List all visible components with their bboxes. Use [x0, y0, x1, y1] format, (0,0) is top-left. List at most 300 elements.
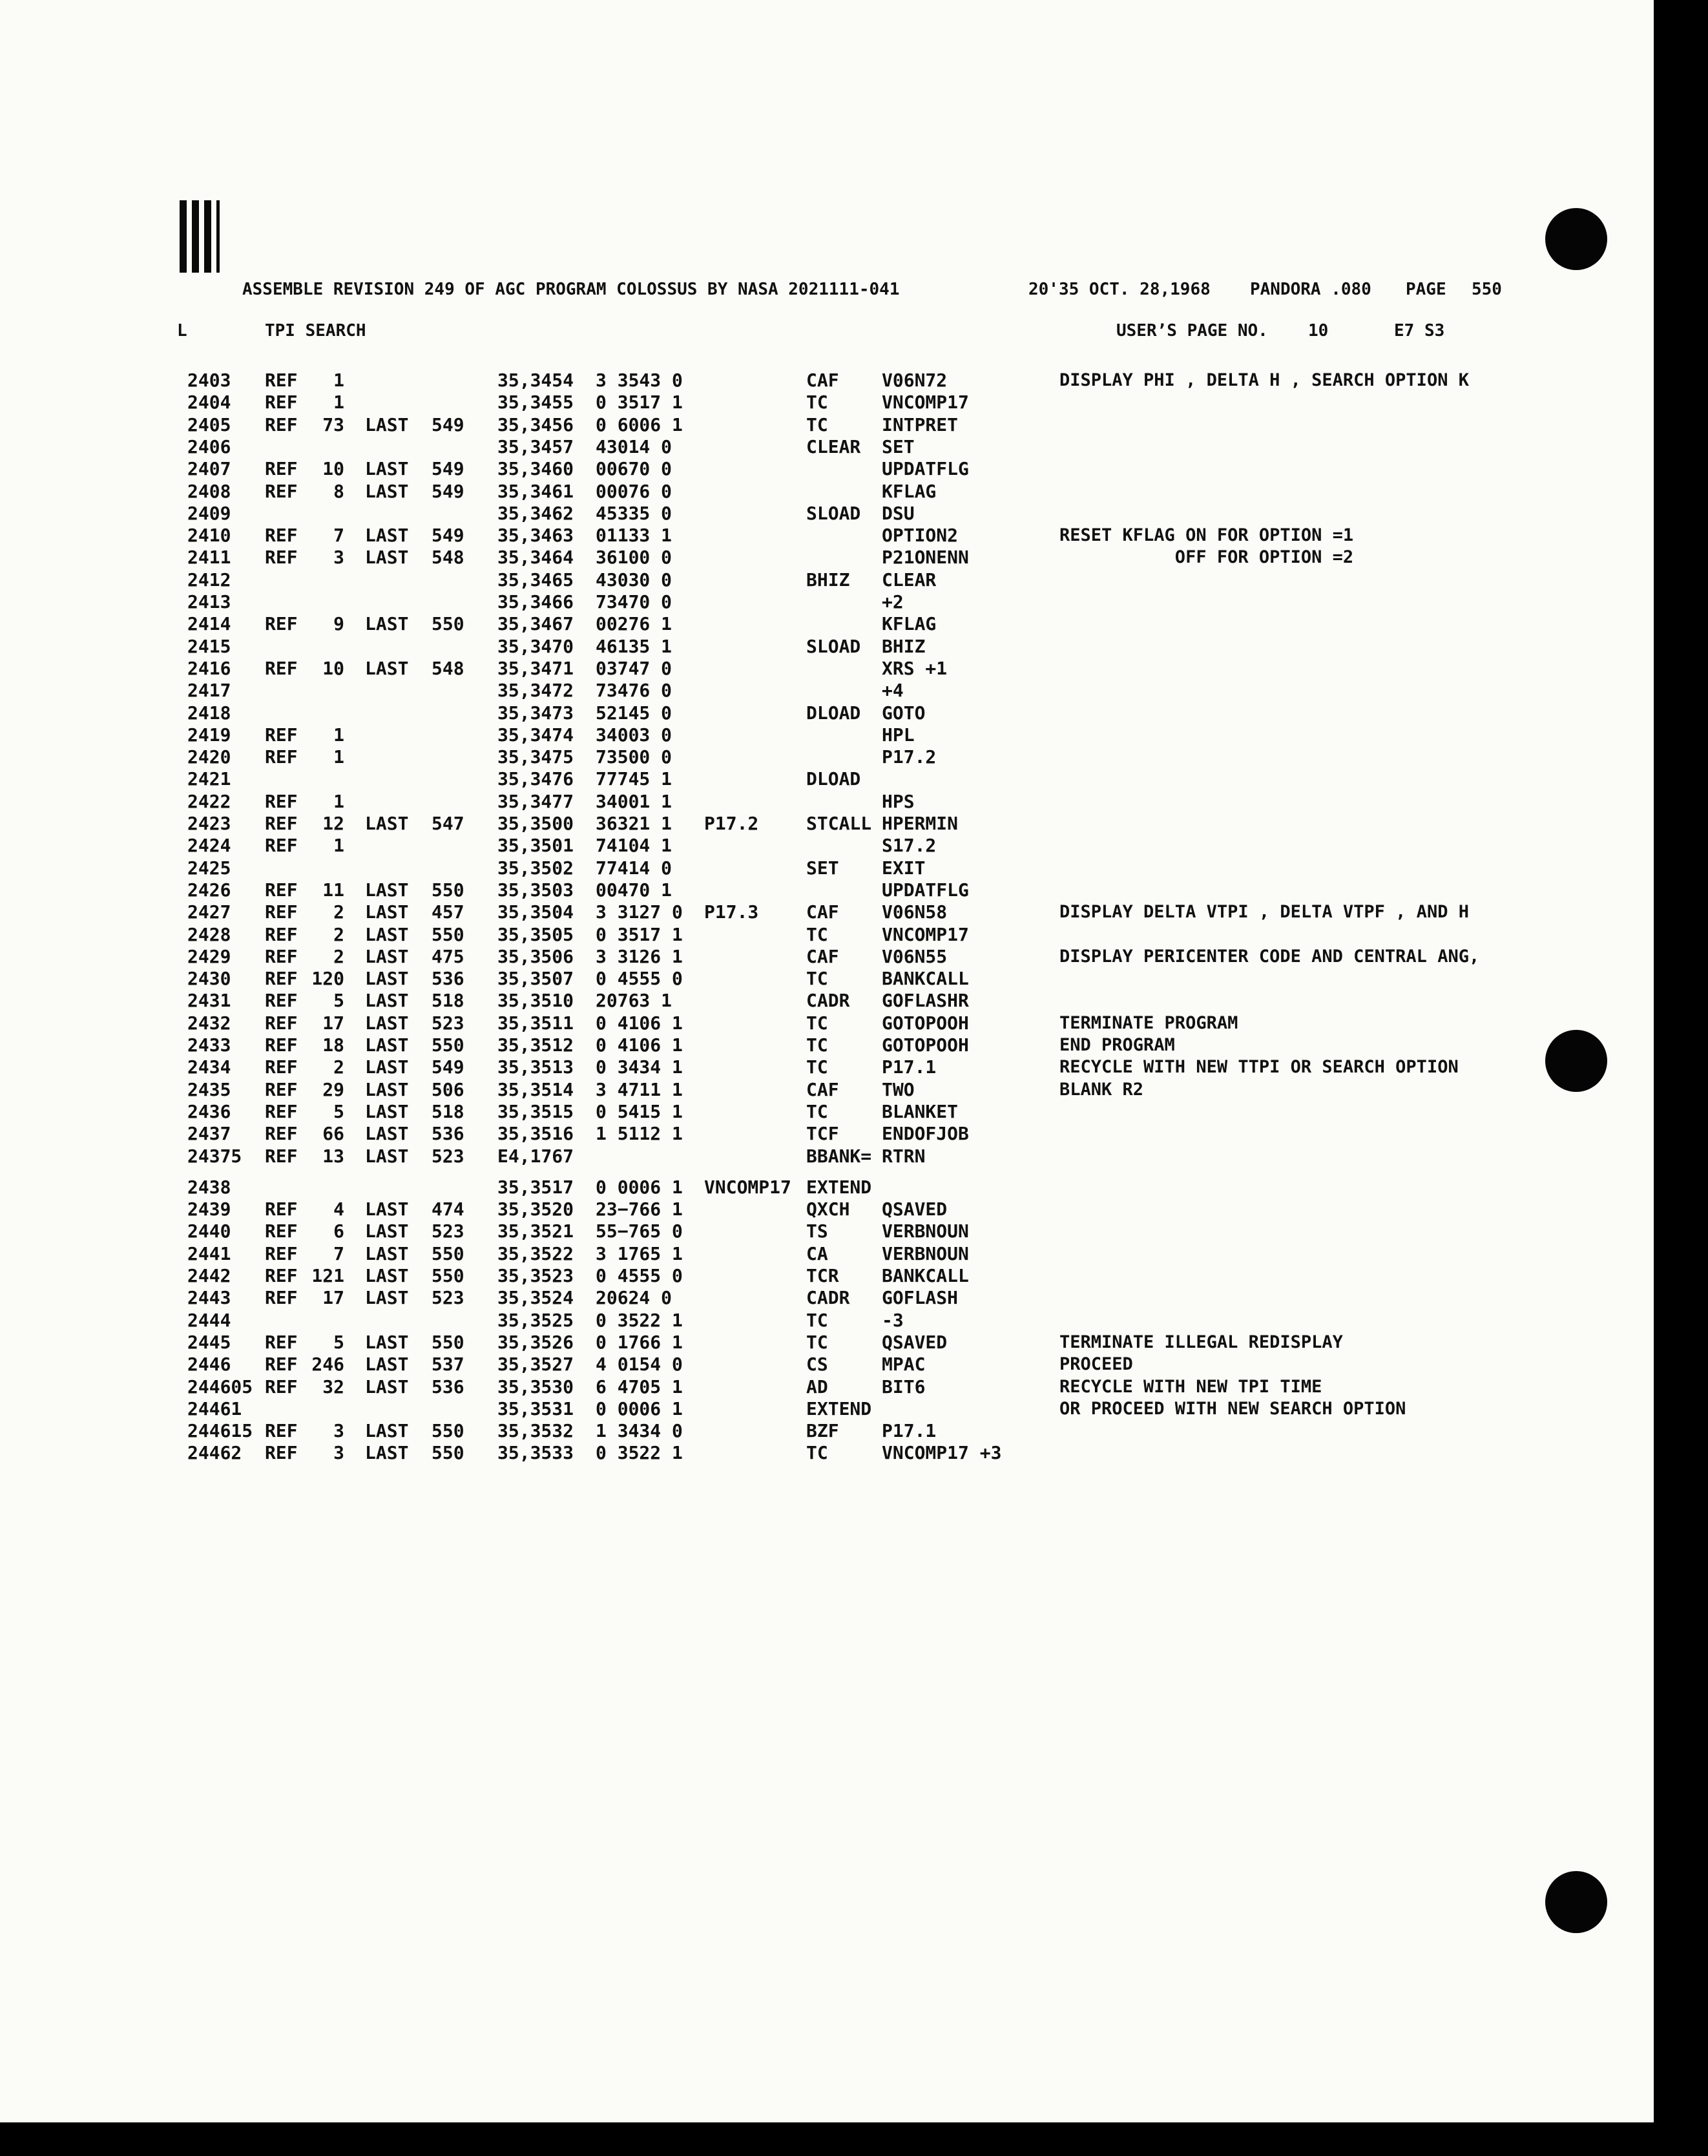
page-marker-bars: [180, 200, 220, 273]
octal-code: 74104 1: [596, 835, 672, 857]
last-label: LAST: [365, 657, 409, 679]
operand: +2: [882, 591, 904, 612]
ref-label: REF: [265, 1331, 298, 1353]
header-page-label: PAGE: [1406, 280, 1446, 299]
opcode: QXCH: [806, 1198, 850, 1220]
ref-count: 5: [333, 1100, 344, 1122]
last-label: LAST: [365, 1056, 409, 1078]
opcode: EXTEND: [806, 1176, 872, 1198]
opcode: TS: [806, 1220, 828, 1242]
ref-count: 5: [333, 1331, 344, 1353]
octal-code: 00470 1: [596, 879, 672, 901]
line-number: 2416: [187, 657, 231, 679]
last-page: 518: [432, 990, 464, 1012]
octal-code: 3 3543 0: [596, 370, 683, 391]
ref-label: REF: [265, 480, 298, 502]
opcode: SET: [806, 857, 839, 879]
last-label: LAST: [365, 1123, 409, 1145]
ref-count: 2: [333, 1056, 344, 1078]
operand: UPDATFLG: [882, 879, 969, 901]
ref-count: 1: [333, 724, 344, 746]
last-page: 550: [432, 1420, 464, 1442]
opcode: TC: [806, 1034, 828, 1056]
operand: +4: [882, 680, 904, 702]
last-label: LAST: [365, 458, 409, 480]
address: 35,3521: [497, 1220, 574, 1242]
octal-code: 3 1765 1: [596, 1242, 683, 1264]
line-number: 2443: [187, 1287, 231, 1309]
last-page: 550: [432, 1331, 464, 1353]
ref-label: REF: [265, 746, 298, 768]
ref-count: 1: [333, 370, 344, 391]
symbol-label: P17.2: [704, 813, 759, 834]
opcode: TC: [806, 923, 828, 945]
address: 35,3502: [497, 857, 574, 879]
line-number: 2421: [187, 768, 231, 790]
address: 35,3506: [497, 945, 574, 967]
user-page-code: E7 S3: [1394, 321, 1445, 340]
ref-label: REF: [265, 1100, 298, 1122]
address: 35,3525: [497, 1309, 574, 1331]
comment: RECYCLE WITH NEW TPI TIME: [1059, 1376, 1322, 1397]
address: E4,1767: [497, 1145, 574, 1167]
line-number: 2430: [187, 968, 231, 990]
octal-code: 0 4106 1: [596, 1034, 683, 1056]
line-number: 2434: [187, 1056, 231, 1078]
operand: P17.2: [882, 746, 937, 768]
ref-count: 2: [333, 945, 344, 967]
operand: TWO: [882, 1078, 915, 1100]
ref-label: REF: [265, 813, 298, 834]
address: 35,3454: [497, 370, 574, 391]
last-page: 536: [432, 968, 464, 990]
opcode: TCF: [806, 1123, 839, 1145]
address: 35,3517: [497, 1176, 574, 1198]
punch-hole: [1545, 208, 1607, 270]
line-number: 2422: [187, 790, 231, 812]
ref-count: 73: [322, 413, 344, 435]
address: 35,3471: [497, 657, 574, 679]
ref-label: REF: [265, 547, 298, 569]
ref-label: REF: [265, 1442, 298, 1464]
symbol-label: P17.3: [704, 901, 759, 923]
ref-label: REF: [265, 458, 298, 480]
ref-count: 120: [311, 968, 344, 990]
address: 35,3457: [497, 435, 574, 457]
ref-label: REF: [265, 1145, 298, 1167]
line-number: 2415: [187, 635, 231, 657]
opcode: CAF: [806, 370, 839, 391]
address: 35,3475: [497, 746, 574, 768]
octal-code: 36100 0: [596, 547, 672, 569]
opcode: TC: [806, 1056, 828, 1078]
octal-code: 4 0154 0: [596, 1354, 683, 1376]
line-number: 2439: [187, 1198, 231, 1220]
address: 35,3513: [497, 1056, 574, 1078]
punch-hole: [1545, 1030, 1607, 1092]
ref-count: 5: [333, 990, 344, 1012]
last-label: LAST: [365, 1100, 409, 1122]
operand: HPL: [882, 724, 915, 746]
address: 35,3461: [497, 480, 574, 502]
address: 35,3463: [497, 525, 574, 547]
opcode: BZF: [806, 1420, 839, 1442]
operand: BIT6: [882, 1376, 926, 1397]
line-number: 2432: [187, 1012, 231, 1034]
line-number: 2404: [187, 392, 231, 413]
ref-label: REF: [265, 990, 298, 1012]
opcode: BHIZ: [806, 569, 850, 591]
last-label: LAST: [365, 413, 409, 435]
ref-label: REF: [265, 1287, 298, 1309]
line-number: 2418: [187, 702, 231, 724]
octal-code: 20624 0: [596, 1287, 672, 1309]
ref-count: 1: [333, 835, 344, 857]
address: 35,3505: [497, 923, 574, 945]
opcode: EXTEND: [806, 1397, 872, 1419]
ref-label: REF: [265, 790, 298, 812]
octal-code: 3 3126 1: [596, 945, 683, 967]
line-number: 2411: [187, 547, 231, 569]
last-page: 548: [432, 657, 464, 679]
octal-code: 43014 0: [596, 435, 672, 457]
operand: GOTO: [882, 702, 926, 724]
ref-label: REF: [265, 1034, 298, 1056]
address: 35,3526: [497, 1331, 574, 1353]
octal-code: 0 3434 1: [596, 1056, 683, 1078]
ref-count: 3: [333, 1420, 344, 1442]
operand: QSAVED: [882, 1198, 948, 1220]
address: 35,3460: [497, 458, 574, 480]
ref-label: REF: [265, 835, 298, 857]
operand: BHIZ: [882, 635, 926, 657]
last-page: 549: [432, 413, 464, 435]
opcode: TC: [806, 1442, 828, 1464]
last-label: LAST: [365, 1354, 409, 1376]
octal-code: 77745 1: [596, 768, 672, 790]
comment: BLANK R2: [1059, 1079, 1144, 1100]
last-page: 523: [432, 1012, 464, 1034]
opcode: CAF: [806, 945, 839, 967]
ref-label: REF: [265, 1198, 298, 1220]
octal-code: 20763 1: [596, 990, 672, 1012]
octal-code: 0 6006 1: [596, 413, 683, 435]
operand: P17.1: [882, 1056, 937, 1078]
opcode: TC: [806, 1100, 828, 1122]
address: 35,3512: [497, 1034, 574, 1056]
octal-code: 0 0006 1: [596, 1397, 683, 1419]
operand: V06N58: [882, 901, 948, 923]
octal-code: 1 5112 1: [596, 1123, 683, 1145]
operand: OPTION2: [882, 525, 959, 547]
ref-count: 32: [322, 1376, 344, 1397]
operand: VERBNOUN: [882, 1242, 969, 1264]
comment: DISPLAY DELTA VTPI , DELTA VTPF , AND H: [1059, 902, 1469, 923]
ref-label: REF: [265, 413, 298, 435]
opcode: CA: [806, 1242, 828, 1264]
ref-count: 1: [333, 790, 344, 812]
header-page-number: 550: [1472, 280, 1502, 299]
ref-count: 1: [333, 746, 344, 768]
section-title: TPI SEARCH: [265, 321, 366, 340]
last-page: 549: [432, 458, 464, 480]
last-page: 475: [432, 945, 464, 967]
comment: TERMINATE PROGRAM: [1059, 1012, 1238, 1033]
operand: XRS +1: [882, 657, 948, 679]
operand: KFLAG: [882, 613, 937, 635]
operand: INTPRET: [882, 413, 959, 435]
ref-label: REF: [265, 1220, 298, 1242]
ref-count: 4: [333, 1198, 344, 1220]
last-page: 457: [432, 901, 464, 923]
ref-label: REF: [265, 525, 298, 547]
octal-code: 0 0006 1: [596, 1176, 683, 1198]
operand: SET: [882, 435, 915, 457]
ref-label: REF: [265, 1242, 298, 1264]
line-number: 2409: [187, 502, 231, 524]
octal-code: 0 4106 1: [596, 1012, 683, 1034]
octal-code: 43030 0: [596, 569, 672, 591]
octal-code: 0 5415 1: [596, 1100, 683, 1122]
address: 35,3532: [497, 1420, 574, 1442]
line-number: 2427: [187, 901, 231, 923]
ref-label: REF: [265, 1056, 298, 1078]
line-number: 2406: [187, 435, 231, 457]
comment: TERMINATE ILLEGAL REDISPLAY: [1059, 1332, 1343, 1352]
line-number: 2420: [187, 746, 231, 768]
last-page: 506: [432, 1078, 464, 1100]
operand: VNCOMP17: [882, 392, 969, 413]
operand: BANKCALL: [882, 968, 969, 990]
ref-label: REF: [265, 1265, 298, 1286]
line-number: 2405: [187, 413, 231, 435]
last-page: 523: [432, 1220, 464, 1242]
ref-count: 246: [311, 1354, 344, 1376]
octal-code: 46135 1: [596, 635, 672, 657]
opcode: CAF: [806, 1078, 839, 1100]
address: 35,3524: [497, 1287, 574, 1309]
last-page: 537: [432, 1354, 464, 1376]
address: 35,3465: [497, 569, 574, 591]
address: 35,3474: [497, 724, 574, 746]
octal-code: 3 3127 0: [596, 901, 683, 923]
address: 35,3516: [497, 1123, 574, 1145]
octal-code: 00670 0: [596, 458, 672, 480]
opcode: CS: [806, 1354, 828, 1376]
last-label: LAST: [365, 1242, 409, 1264]
ref-count: 12: [322, 813, 344, 834]
opcode: SLOAD: [806, 502, 861, 524]
header-system: PANDORA .080: [1250, 280, 1371, 299]
last-label: LAST: [365, 879, 409, 901]
comment: DISPLAY PHI , DELTA H , SEARCH OPTION K: [1059, 370, 1469, 390]
address: 35,3473: [497, 702, 574, 724]
operand: GOFLASHR: [882, 990, 969, 1012]
last-page: 550: [432, 923, 464, 945]
opcode: STCALL: [806, 813, 872, 834]
line-number: 2431: [187, 990, 231, 1012]
last-label: LAST: [365, 1287, 409, 1309]
last-page: 550: [432, 1034, 464, 1056]
last-page: 536: [432, 1376, 464, 1397]
line-number: 2425: [187, 857, 231, 879]
address: 35,3510: [497, 990, 574, 1012]
last-page: 550: [432, 879, 464, 901]
operand: DSU: [882, 502, 915, 524]
octal-code: 23−766 1: [596, 1198, 683, 1220]
octal-code: 03747 0: [596, 657, 672, 679]
user-page-number: 10: [1308, 321, 1329, 340]
opcode: CAF: [806, 901, 839, 923]
header-title: ASSEMBLE REVISION 249 OF AGC PROGRAM COLOSSUS BY NASA 2021111-041: [242, 280, 900, 299]
last-page: 547: [432, 813, 464, 834]
last-label: LAST: [365, 1198, 409, 1220]
octal-code: 73470 0: [596, 591, 672, 612]
line-number: 2437: [187, 1123, 231, 1145]
octal-code: 0 3522 1: [596, 1442, 683, 1464]
ref-count: 121: [311, 1265, 344, 1286]
comment: END PROGRAM: [1059, 1035, 1175, 1055]
user-page-label: USER’S PAGE NO.: [1116, 321, 1268, 340]
last-page: 523: [432, 1287, 464, 1309]
line-number: 2445: [187, 1331, 231, 1353]
operand: GOFLASH: [882, 1287, 959, 1309]
octal-code: 0 4555 0: [596, 968, 683, 990]
ref-count: 2: [333, 923, 344, 945]
ref-count: 10: [322, 657, 344, 679]
line-number: 2413: [187, 591, 231, 612]
ref-label: REF: [265, 1376, 298, 1397]
octal-code: 45335 0: [596, 502, 672, 524]
line-number: 2410: [187, 525, 231, 547]
operand: HPS: [882, 790, 915, 812]
address: 35,3527: [497, 1354, 574, 1376]
ref-count: 18: [322, 1034, 344, 1056]
ref-label: REF: [265, 945, 298, 967]
address: 35,3515: [497, 1100, 574, 1122]
operand: GOTOPOOH: [882, 1034, 969, 1056]
operand: V06N55: [882, 945, 948, 967]
operand: EXIT: [882, 857, 926, 879]
operand: KFLAG: [882, 480, 937, 502]
octal-code: 0 3522 1: [596, 1309, 683, 1331]
ref-count: 17: [322, 1287, 344, 1309]
opcode: TC: [806, 1309, 828, 1331]
octal-code: 73476 0: [596, 680, 672, 702]
line-number: 2407: [187, 458, 231, 480]
last-label: LAST: [365, 480, 409, 502]
ref-count: 8: [333, 480, 344, 502]
opcode: TCR: [806, 1265, 839, 1286]
opcode: SLOAD: [806, 635, 861, 657]
comment: RECYCLE WITH NEW TTPI OR SEARCH OPTION: [1059, 1057, 1459, 1078]
line-number: 2436: [187, 1100, 231, 1122]
ref-label: REF: [265, 1078, 298, 1100]
line-number: 2444: [187, 1309, 231, 1331]
octal-code: 36321 1: [596, 813, 672, 834]
ref-count: 7: [333, 1242, 344, 1264]
last-page: 550: [432, 613, 464, 635]
ref-label: REF: [265, 968, 298, 990]
last-label: LAST: [365, 613, 409, 635]
ref-count: 3: [333, 1442, 344, 1464]
ref-label: REF: [265, 1123, 298, 1145]
operand: HPERMIN: [882, 813, 959, 834]
opcode: TC: [806, 392, 828, 413]
octal-code: 0 4555 0: [596, 1265, 683, 1286]
punch-hole: [1545, 1871, 1607, 1933]
ref-count: 17: [322, 1012, 344, 1034]
octal-code: 34003 0: [596, 724, 672, 746]
comment: RESET KFLAG ON FOR OPTION =1: [1059, 525, 1354, 546]
ref-count: 66: [322, 1123, 344, 1145]
last-page: 548: [432, 547, 464, 569]
header-date: 20'35 OCT. 28,1968: [1028, 280, 1211, 299]
address: 35,3511: [497, 1012, 574, 1034]
operand: VNCOMP17: [882, 923, 969, 945]
opcode: AD: [806, 1376, 828, 1397]
ref-count: 9: [333, 613, 344, 635]
opcode: CLEAR: [806, 435, 861, 457]
address: 35,3500: [497, 813, 574, 834]
address: 35,3507: [497, 968, 574, 990]
octal-code: 0 3517 1: [596, 923, 683, 945]
operand: RTRN: [882, 1145, 926, 1167]
ref-label: REF: [265, 879, 298, 901]
line-number: 2428: [187, 923, 231, 945]
ref-label: REF: [265, 1012, 298, 1034]
line-number: 2403: [187, 370, 231, 391]
comment: OFF FOR OPTION =2: [1059, 547, 1354, 568]
ref-label: REF: [265, 370, 298, 391]
line-number: 2408: [187, 480, 231, 502]
ref-count: 6: [333, 1220, 344, 1242]
line-number: 2423: [187, 813, 231, 834]
margin-marker: L: [177, 321, 187, 340]
ref-count: 29: [322, 1078, 344, 1100]
address: 35,3533: [497, 1442, 574, 1464]
last-page: 550: [432, 1442, 464, 1464]
line-number: 244615: [187, 1420, 253, 1442]
line-number: 2441: [187, 1242, 231, 1264]
last-page: 523: [432, 1145, 464, 1167]
line-number: 244605: [187, 1376, 253, 1397]
comment: PROCEED: [1059, 1354, 1133, 1375]
opcode: TC: [806, 1012, 828, 1034]
opcode: DLOAD: [806, 768, 861, 790]
octal-code: 55−765 0: [596, 1220, 683, 1242]
address: 35,3504: [497, 901, 574, 923]
address: 35,3456: [497, 413, 574, 435]
octal-code: 0 3517 1: [596, 392, 683, 413]
operand: VNCOMP17 +3: [882, 1442, 1002, 1464]
comment: OR PROCEED WITH NEW SEARCH OPTION: [1059, 1398, 1406, 1419]
comment: DISPLAY PERICENTER CODE AND CENTRAL ANG,: [1059, 946, 1480, 967]
line-number: 2438: [187, 1176, 231, 1198]
last-label: LAST: [365, 547, 409, 569]
line-number: 2412: [187, 569, 231, 591]
octal-code: 01133 1: [596, 525, 672, 547]
ref-label: REF: [265, 724, 298, 746]
opcode: TC: [806, 968, 828, 990]
address: 35,3462: [497, 502, 574, 524]
last-label: LAST: [365, 813, 409, 834]
address: 35,3531: [497, 1397, 574, 1419]
last-label: LAST: [365, 1420, 409, 1442]
address: 35,3470: [497, 635, 574, 657]
ref-label: REF: [265, 613, 298, 635]
line-number: 2414: [187, 613, 231, 635]
